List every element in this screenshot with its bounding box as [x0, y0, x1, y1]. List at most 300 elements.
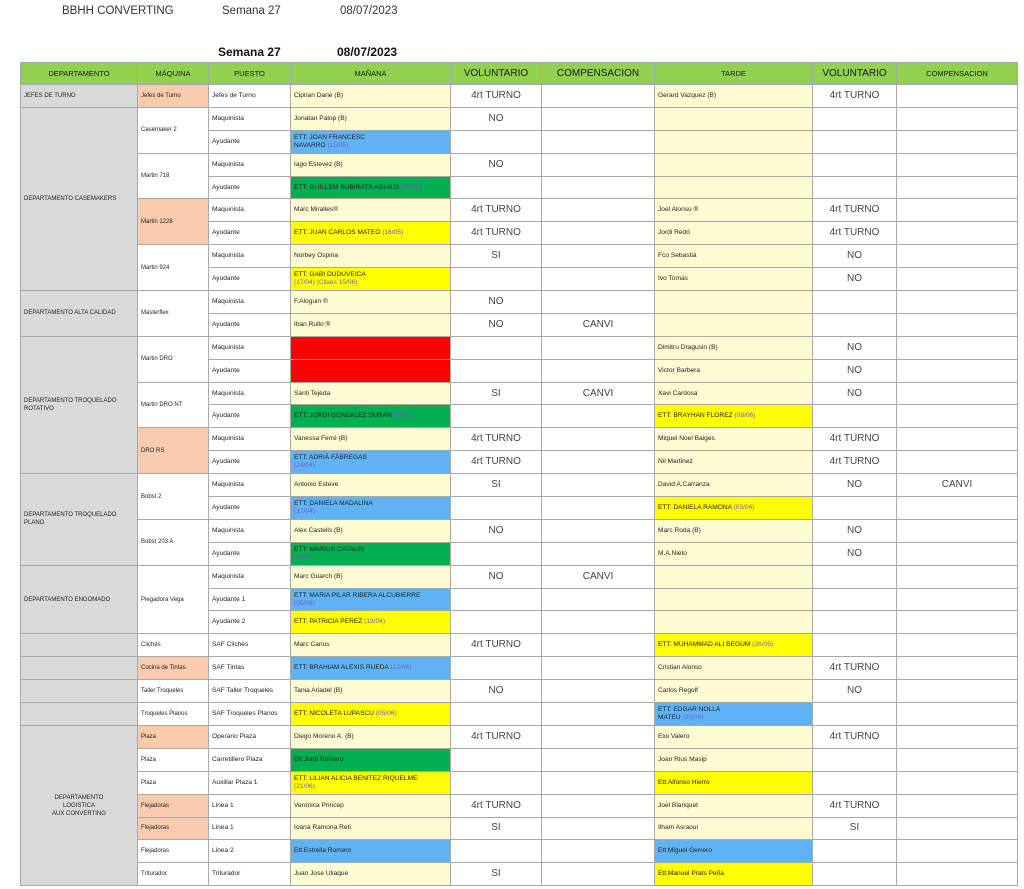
- afternoon-compensation-cell[interactable]: [897, 336, 1018, 359]
- afternoon-compensation-cell[interactable]: [897, 451, 1018, 474]
- position-cell[interactable]: Auxiliar Plaza 1: [209, 771, 291, 794]
- afternoon-compensation-cell[interactable]: [897, 725, 1018, 748]
- morning-compensation-cell[interactable]: [542, 222, 655, 245]
- position-cell[interactable]: Jefes de Turno: [209, 85, 291, 108]
- morning-compensation-cell[interactable]: CANVI: [542, 313, 655, 336]
- morning-shift-cell[interactable]: [291, 130, 451, 153]
- morning-shift-cell[interactable]: [291, 703, 451, 726]
- afternoon-volunteer-cell[interactable]: [813, 771, 897, 794]
- afternoon-compensation-cell[interactable]: [897, 771, 1018, 794]
- col-tarde[interactable]: TARDE: [655, 63, 813, 85]
- machine-cell[interactable]: Bobst 2: [138, 474, 209, 520]
- afternoon-shift-cell[interactable]: [655, 199, 813, 222]
- afternoon-shift-cell[interactable]: [655, 245, 813, 268]
- department-cell[interactable]: [21, 657, 138, 680]
- position-cell[interactable]: SAF Clichés: [209, 634, 291, 657]
- machine-cell[interactable]: Flejadoras: [138, 794, 209, 817]
- morning-shift-cell[interactable]: [291, 497, 451, 520]
- afternoon-shift-cell[interactable]: [655, 291, 813, 314]
- position-cell[interactable]: Maquinista: [209, 291, 291, 314]
- position-cell[interactable]: Ayudante 2: [209, 611, 291, 634]
- morning-shift-cell[interactable]: [291, 336, 451, 359]
- machine-cell[interactable]: Flejadoras: [138, 840, 209, 863]
- morning-shift-cell[interactable]: [291, 771, 451, 794]
- department-cell[interactable]: JEFES DE TURNO: [21, 85, 138, 108]
- afternoon-shift-cell[interactable]: [655, 840, 813, 863]
- machine-cell[interactable]: Flejadoras: [138, 817, 209, 840]
- morning-shift-cell[interactable]: [291, 817, 451, 840]
- machine-cell[interactable]: Taller Troqueles: [138, 680, 209, 703]
- machine-cell[interactable]: Masterflex: [138, 291, 209, 337]
- morning-volunteer-cell[interactable]: 4rt TURNO: [451, 794, 542, 817]
- morning-volunteer-cell[interactable]: 4rt TURNO: [451, 199, 542, 222]
- morning-compensation-cell[interactable]: [542, 817, 655, 840]
- afternoon-shift-cell[interactable]: [655, 817, 813, 840]
- morning-compensation-cell[interactable]: [542, 245, 655, 268]
- position-cell[interactable]: Maquinista: [209, 382, 291, 405]
- morning-shift-cell[interactable]: [291, 107, 451, 130]
- afternoon-volunteer-cell[interactable]: NO: [813, 680, 897, 703]
- afternoon-shift-cell[interactable]: [655, 611, 813, 634]
- afternoon-shift-cell[interactable]: [655, 565, 813, 588]
- afternoon-compensation-cell[interactable]: [897, 199, 1018, 222]
- morning-shift-cell[interactable]: [291, 245, 451, 268]
- morning-volunteer-cell[interactable]: [451, 336, 542, 359]
- machine-cell[interactable]: Jefes de Turno: [138, 85, 209, 108]
- position-cell[interactable]: Maquinista: [209, 153, 291, 176]
- morning-shift-cell[interactable]: [291, 382, 451, 405]
- afternoon-compensation-cell[interactable]: [897, 222, 1018, 245]
- afternoon-shift-cell[interactable]: [655, 268, 813, 291]
- department-cell[interactable]: [21, 634, 138, 657]
- afternoon-shift-cell[interactable]: [655, 428, 813, 451]
- position-cell[interactable]: Ayudante: [209, 542, 291, 565]
- afternoon-compensation-cell[interactable]: [897, 107, 1018, 130]
- morning-compensation-cell[interactable]: [542, 771, 655, 794]
- afternoon-volunteer-cell[interactable]: NO: [813, 542, 897, 565]
- morning-shift-cell[interactable]: [291, 222, 451, 245]
- machine-cell[interactable]: Martin DRO: [138, 336, 209, 382]
- department-cell[interactable]: [21, 703, 138, 726]
- morning-compensation-cell[interactable]: [542, 130, 655, 153]
- machine-cell[interactable]: Troqueles Planos: [138, 703, 209, 726]
- afternoon-volunteer-cell[interactable]: [813, 405, 897, 428]
- afternoon-compensation-cell[interactable]: [897, 680, 1018, 703]
- table-row: [21, 245, 1018, 268]
- morning-volunteer-cell[interactable]: SI: [451, 474, 542, 497]
- morning-compensation-cell[interactable]: [542, 153, 655, 176]
- col-puesto[interactable]: PUESTO: [209, 63, 291, 85]
- morning-compensation-cell[interactable]: [542, 451, 655, 474]
- morning-shift-cell[interactable]: [291, 451, 451, 474]
- afternoon-volunteer-cell[interactable]: 4rt TURNO: [813, 199, 897, 222]
- morning-compensation-cell[interactable]: [542, 863, 655, 886]
- machine-cell[interactable]: Plaza: [138, 748, 209, 771]
- afternoon-shift-cell[interactable]: [655, 405, 813, 428]
- afternoon-compensation-cell[interactable]: [897, 611, 1018, 634]
- morning-shift-cell[interactable]: [291, 268, 451, 291]
- afternoon-volunteer-cell[interactable]: [813, 611, 897, 634]
- morning-shift-cell[interactable]: [291, 794, 451, 817]
- morning-compensation-cell[interactable]: [542, 794, 655, 817]
- morning-compensation-cell[interactable]: [542, 405, 655, 428]
- afternoon-shift-cell[interactable]: [655, 519, 813, 542]
- position-cell[interactable]: Ayudante: [209, 451, 291, 474]
- machine-cell[interactable]: Cocina de Tintas: [138, 657, 209, 680]
- machine-cell[interactable]: Casemaker 2: [138, 107, 209, 153]
- machine-cell[interactable]: Martin 924: [138, 245, 209, 291]
- morning-volunteer-cell[interactable]: [451, 405, 542, 428]
- afternoon-shift-cell[interactable]: [655, 474, 813, 497]
- morning-compensation-cell[interactable]: [542, 359, 655, 382]
- afternoon-volunteer-cell[interactable]: [813, 840, 897, 863]
- col-manana[interactable]: MAÑANA: [291, 63, 451, 85]
- afternoon-compensation-cell[interactable]: [897, 130, 1018, 153]
- machine-cell[interactable]: Clichés: [138, 634, 209, 657]
- position-cell[interactable]: Ayudante: [209, 313, 291, 336]
- employee-name: Joel Blanquet: [658, 801, 698, 809]
- morning-shift-cell[interactable]: [291, 153, 451, 176]
- afternoon-volunteer-cell[interactable]: NO: [813, 245, 897, 268]
- afternoon-compensation-cell[interactable]: [897, 588, 1018, 611]
- morning-compensation-cell[interactable]: [542, 748, 655, 771]
- morning-shift-cell[interactable]: [291, 725, 451, 748]
- machine-cell[interactable]: Martin 718: [138, 153, 209, 199]
- afternoon-volunteer-cell[interactable]: 4rt TURNO: [813, 428, 897, 451]
- position-cell[interactable]: Linea 1: [209, 794, 291, 817]
- morning-volunteer-cell[interactable]: 4rt TURNO: [451, 222, 542, 245]
- morning-volunteer-cell[interactable]: SI: [451, 245, 542, 268]
- table-row: [21, 748, 1018, 771]
- morning-compensation-cell[interactable]: [542, 474, 655, 497]
- afternoon-volunteer-cell[interactable]: SI: [813, 817, 897, 840]
- afternoon-volunteer-cell[interactable]: [813, 130, 897, 153]
- morning-volunteer-cell[interactable]: SI: [451, 817, 542, 840]
- morning-volunteer-cell[interactable]: [451, 497, 542, 520]
- position-cell[interactable]: Ayudante: [209, 497, 291, 520]
- morning-compensation-cell[interactable]: [542, 268, 655, 291]
- afternoon-shift-cell[interactable]: [655, 359, 813, 382]
- department-cell[interactable]: DEPARTAMENTO TROQUELADO PLANO: [21, 474, 138, 566]
- morning-shift-cell[interactable]: [291, 588, 451, 611]
- position-cell[interactable]: Linea 2: [209, 840, 291, 863]
- afternoon-volunteer-cell[interactable]: 4rt TURNO: [813, 222, 897, 245]
- position-cell[interactable]: Ayudante: [209, 130, 291, 153]
- morning-shift-cell[interactable]: [291, 611, 451, 634]
- afternoon-shift-cell[interactable]: [655, 703, 813, 726]
- position-cell[interactable]: Carretillero Plaza: [209, 748, 291, 771]
- afternoon-shift-cell[interactable]: [655, 863, 813, 886]
- position-cell[interactable]: Ayudante: [209, 405, 291, 428]
- machine-cell[interactable]: Bobst 203 A: [138, 519, 209, 565]
- department-cell[interactable]: DEPARTAMENTO CASEMAKERS: [21, 107, 138, 290]
- morning-compensation-cell[interactable]: [542, 85, 655, 108]
- position-cell[interactable]: Ayudante: [209, 268, 291, 291]
- afternoon-volunteer-cell[interactable]: [813, 153, 897, 176]
- position-cell[interactable]: Maquinista: [209, 519, 291, 542]
- afternoon-compensation-cell[interactable]: [897, 794, 1018, 817]
- position-cell[interactable]: SAF Tintas: [209, 657, 291, 680]
- afternoon-compensation-cell[interactable]: [897, 657, 1018, 680]
- afternoon-shift-cell[interactable]: [655, 748, 813, 771]
- col-departamento[interactable]: DEPARTAMENTO: [21, 63, 138, 85]
- afternoon-shift-cell[interactable]: [655, 336, 813, 359]
- morning-compensation-cell[interactable]: [542, 703, 655, 726]
- morning-volunteer-cell[interactable]: [451, 771, 542, 794]
- morning-volunteer-cell[interactable]: [451, 542, 542, 565]
- morning-volunteer-cell[interactable]: NO: [451, 680, 542, 703]
- afternoon-compensation-cell[interactable]: [897, 817, 1018, 840]
- morning-shift-cell[interactable]: [291, 474, 451, 497]
- morning-shift-cell[interactable]: [291, 313, 451, 336]
- afternoon-compensation-cell[interactable]: [897, 840, 1018, 863]
- morning-compensation-cell[interactable]: [542, 588, 655, 611]
- morning-volunteer-cell[interactable]: SI: [451, 382, 542, 405]
- afternoon-volunteer-cell[interactable]: 4rt TURNO: [813, 85, 897, 108]
- afternoon-shift-cell[interactable]: [655, 176, 813, 199]
- afternoon-shift-cell[interactable]: [655, 657, 813, 680]
- afternoon-volunteer-cell[interactable]: NO: [813, 336, 897, 359]
- morning-compensation-cell[interactable]: [542, 291, 655, 314]
- morning-volunteer-cell[interactable]: [451, 130, 542, 153]
- afternoon-compensation-cell[interactable]: [897, 153, 1018, 176]
- morning-shift-cell[interactable]: [291, 176, 451, 199]
- morning-volunteer-cell[interactable]: [451, 748, 542, 771]
- morning-volunteer-cell[interactable]: SI: [451, 863, 542, 886]
- morning-shift-cell[interactable]: [291, 405, 451, 428]
- machine-cell[interactable]: Martin 1228: [138, 199, 209, 245]
- morning-volunteer-cell[interactable]: [451, 176, 542, 199]
- table-row: [21, 771, 1018, 794]
- position-cell[interactable]: Maquinista: [209, 107, 291, 130]
- morning-shift-cell[interactable]: [291, 840, 451, 863]
- morning-shift-cell[interactable]: [291, 542, 451, 565]
- morning-compensation-cell[interactable]: [542, 634, 655, 657]
- afternoon-shift-cell[interactable]: [655, 451, 813, 474]
- afternoon-compensation-cell[interactable]: [897, 382, 1018, 405]
- afternoon-volunteer-cell[interactable]: NO: [813, 382, 897, 405]
- morning-volunteer-cell[interactable]: [451, 588, 542, 611]
- afternoon-compensation-cell[interactable]: [897, 245, 1018, 268]
- afternoon-volunteer-cell[interactable]: [813, 634, 897, 657]
- afternoon-shift-cell[interactable]: [655, 382, 813, 405]
- morning-volunteer-cell[interactable]: [451, 703, 542, 726]
- morning-volunteer-cell[interactable]: [451, 611, 542, 634]
- morning-compensation-cell[interactable]: [542, 542, 655, 565]
- morning-volunteer-cell[interactable]: NO: [451, 313, 542, 336]
- afternoon-shift-cell[interactable]: [655, 725, 813, 748]
- afternoon-shift-cell[interactable]: [655, 588, 813, 611]
- afternoon-volunteer-cell[interactable]: 4rt TURNO: [813, 725, 897, 748]
- morning-shift-cell[interactable]: [291, 634, 451, 657]
- morning-volunteer-cell[interactable]: [451, 657, 542, 680]
- morning-shift-cell[interactable]: [291, 85, 451, 108]
- morning-compensation-cell[interactable]: [542, 611, 655, 634]
- afternoon-shift-cell[interactable]: [655, 542, 813, 565]
- position-cell[interactable]: Ayudante: [209, 222, 291, 245]
- afternoon-shift-cell[interactable]: [655, 771, 813, 794]
- morning-shift-cell[interactable]: [291, 748, 451, 771]
- morning-volunteer-cell[interactable]: 4rt TURNO: [451, 428, 542, 451]
- morning-volunteer-cell[interactable]: 4rt TURNO: [451, 634, 542, 657]
- morning-compensation-cell[interactable]: [542, 176, 655, 199]
- col-compensacion-manana[interactable]: COMPENSACION: [542, 63, 655, 85]
- afternoon-volunteer-cell[interactable]: NO: [813, 268, 897, 291]
- position-cell[interactable]: Triturador: [209, 863, 291, 886]
- position-cell[interactable]: Linea 1: [209, 817, 291, 840]
- employee-name: Diego Moreno A. (B): [294, 732, 354, 740]
- afternoon-volunteer-cell[interactable]: [813, 703, 897, 726]
- morning-volunteer-cell[interactable]: NO: [451, 291, 542, 314]
- morning-compensation-cell[interactable]: CANVI: [542, 382, 655, 405]
- position-cell[interactable]: Ayudante 1: [209, 588, 291, 611]
- afternoon-compensation-cell[interactable]: [897, 748, 1018, 771]
- morning-shift-cell[interactable]: [291, 199, 451, 222]
- afternoon-compensation-cell[interactable]: [897, 268, 1018, 291]
- afternoon-volunteer-cell[interactable]: [813, 313, 897, 336]
- morning-compensation-cell[interactable]: [542, 336, 655, 359]
- company-title: BBHH CONVERTING: [62, 5, 174, 17]
- morning-compensation-cell[interactable]: [542, 428, 655, 451]
- morning-shift-cell[interactable]: [291, 565, 451, 588]
- afternoon-shift-cell[interactable]: [655, 85, 813, 108]
- afternoon-compensation-cell[interactable]: CANVI: [897, 474, 1018, 497]
- machine-cell[interactable]: Plaza: [138, 725, 209, 748]
- morning-compensation-cell[interactable]: [542, 657, 655, 680]
- afternoon-shift-cell[interactable]: [655, 222, 813, 245]
- employee-name: Ett:Miguel Gerrero: [658, 847, 712, 855]
- afternoon-shift-cell[interactable]: [655, 153, 813, 176]
- position-cell[interactable]: Maquinista: [209, 474, 291, 497]
- morning-volunteer-cell[interactable]: [451, 840, 542, 863]
- morning-compensation-cell[interactable]: CANVI: [542, 565, 655, 588]
- position-cell[interactable]: Maquinista: [209, 245, 291, 268]
- col-maquina[interactable]: MÁQUINA: [138, 63, 209, 85]
- col-compensacion-tarde[interactable]: COMPENSACION: [897, 63, 1018, 85]
- morning-compensation-cell[interactable]: [542, 519, 655, 542]
- machine-cell[interactable]: Triturador: [138, 863, 209, 886]
- morning-volunteer-cell[interactable]: NO: [451, 153, 542, 176]
- afternoon-volunteer-cell[interactable]: [813, 291, 897, 314]
- morning-shift-cell[interactable]: [291, 863, 451, 886]
- department-cell[interactable]: DEPARTAMENTO TROQUELADO ROTATIVO: [21, 336, 138, 473]
- afternoon-volunteer-cell[interactable]: NO: [813, 519, 897, 542]
- afternoon-shift-cell[interactable]: [655, 130, 813, 153]
- morning-volunteer-cell[interactable]: 4rt TURNO: [451, 725, 542, 748]
- morning-shift-cell[interactable]: [291, 680, 451, 703]
- morning-shift-cell[interactable]: [291, 428, 451, 451]
- position-cell[interactable]: Ayudante: [209, 176, 291, 199]
- afternoon-volunteer-cell[interactable]: [813, 863, 897, 886]
- employee-name: Dimitru Dragusin (B): [658, 343, 718, 351]
- morning-volunteer-cell[interactable]: 4rt TURNO: [451, 85, 542, 108]
- department-cell[interactable]: [21, 680, 138, 703]
- afternoon-volunteer-cell[interactable]: NO: [813, 359, 897, 382]
- afternoon-compensation-cell[interactable]: [897, 428, 1018, 451]
- morning-volunteer-cell[interactable]: NO: [451, 107, 542, 130]
- afternoon-compensation-cell[interactable]: [897, 497, 1018, 520]
- employee-name: Carlos Regolf: [658, 687, 698, 695]
- afternoon-volunteer-cell[interactable]: [813, 107, 897, 130]
- machine-cell[interactable]: Martin DRO NT: [138, 382, 209, 428]
- morning-shift-cell[interactable]: [291, 657, 451, 680]
- afternoon-shift-cell[interactable]: [655, 794, 813, 817]
- morning-volunteer-cell[interactable]: [451, 359, 542, 382]
- afternoon-shift-cell[interactable]: [655, 634, 813, 657]
- position-cell[interactable]: Maquinista: [209, 199, 291, 222]
- position-cell[interactable]: SAF Troqueles Planos: [209, 703, 291, 726]
- morning-shift-cell[interactable]: [291, 359, 451, 382]
- col-voluntario-manana[interactable]: VOLUNTARIO: [451, 63, 542, 85]
- morning-compensation-cell[interactable]: [542, 840, 655, 863]
- employee-name: Gerard Vazquez (B): [658, 91, 717, 99]
- department-cell[interactable]: DEPARTAMENTO ALTA CALIDAD: [21, 291, 138, 337]
- afternoon-compensation-cell[interactable]: [897, 565, 1018, 588]
- position-cell[interactable]: SAF Taller Troqueles: [209, 680, 291, 703]
- afternoon-volunteer-cell[interactable]: NO: [813, 474, 897, 497]
- morning-volunteer-cell[interactable]: NO: [451, 565, 542, 588]
- afternoon-compensation-cell[interactable]: [897, 863, 1018, 886]
- department-cell[interactable]: DEPARTAMENTO ENGOMADO: [21, 565, 138, 634]
- morning-shift-cell[interactable]: [291, 291, 451, 314]
- afternoon-volunteer-cell[interactable]: 4rt TURNO: [813, 794, 897, 817]
- morning-compensation-cell[interactable]: [542, 199, 655, 222]
- afternoon-compensation-cell[interactable]: [897, 703, 1018, 726]
- morning-compensation-cell[interactable]: [542, 725, 655, 748]
- afternoon-compensation-cell[interactable]: [897, 519, 1018, 542]
- department-cell[interactable]: DEPARTAMENTO LOGISTICA AUX CONVERTING: [21, 725, 138, 885]
- position-cell[interactable]: Maquinista: [209, 565, 291, 588]
- afternoon-compensation-cell[interactable]: [897, 313, 1018, 336]
- position-cell[interactable]: Ayudante: [209, 359, 291, 382]
- machine-cell[interactable]: Plaza: [138, 771, 209, 794]
- afternoon-volunteer-cell[interactable]: [813, 748, 897, 771]
- afternoon-volunteer-cell[interactable]: [813, 176, 897, 199]
- machine-cell[interactable]: Piegadora Vega: [138, 565, 209, 634]
- afternoon-compensation-cell[interactable]: [897, 359, 1018, 382]
- morning-compensation-cell[interactable]: [542, 497, 655, 520]
- afternoon-volunteer-cell[interactable]: [813, 565, 897, 588]
- table-date-label: 08/07/2023: [337, 45, 398, 59]
- morning-shift-cell[interactable]: [291, 519, 451, 542]
- afternoon-compensation-cell[interactable]: [897, 542, 1018, 565]
- machine-cell[interactable]: DRO RS: [138, 428, 209, 474]
- morning-volunteer-cell[interactable]: NO: [451, 519, 542, 542]
- position-cell[interactable]: Maquinista: [209, 428, 291, 451]
- afternoon-volunteer-cell[interactable]: 4rt TURNO: [813, 451, 897, 474]
- afternoon-compensation-cell[interactable]: [897, 176, 1018, 199]
- morning-compensation-cell[interactable]: [542, 680, 655, 703]
- morning-volunteer-cell[interactable]: [451, 268, 542, 291]
- afternoon-volunteer-cell[interactable]: [813, 588, 897, 611]
- afternoon-volunteer-cell[interactable]: [813, 497, 897, 520]
- afternoon-compensation-cell[interactable]: [897, 405, 1018, 428]
- position-cell[interactable]: Operario Plaza: [209, 725, 291, 748]
- afternoon-shift-cell[interactable]: [655, 680, 813, 703]
- afternoon-compensation-cell[interactable]: [897, 634, 1018, 657]
- afternoon-volunteer-cell[interactable]: 4rt TURNO: [813, 657, 897, 680]
- afternoon-shift-cell[interactable]: [655, 313, 813, 336]
- afternoon-compensation-cell[interactable]: [897, 85, 1018, 108]
- position-cell[interactable]: Maquinista: [209, 336, 291, 359]
- col-voluntario-tarde[interactable]: VOLUNTARIO: [813, 63, 897, 85]
- afternoon-shift-cell[interactable]: [655, 107, 813, 130]
- table-row: [21, 863, 1018, 886]
- afternoon-compensation-cell[interactable]: [897, 291, 1018, 314]
- afternoon-shift-cell[interactable]: [655, 497, 813, 520]
- morning-compensation-cell[interactable]: [542, 107, 655, 130]
- morning-volunteer-cell[interactable]: 4rt TURNO: [451, 451, 542, 474]
